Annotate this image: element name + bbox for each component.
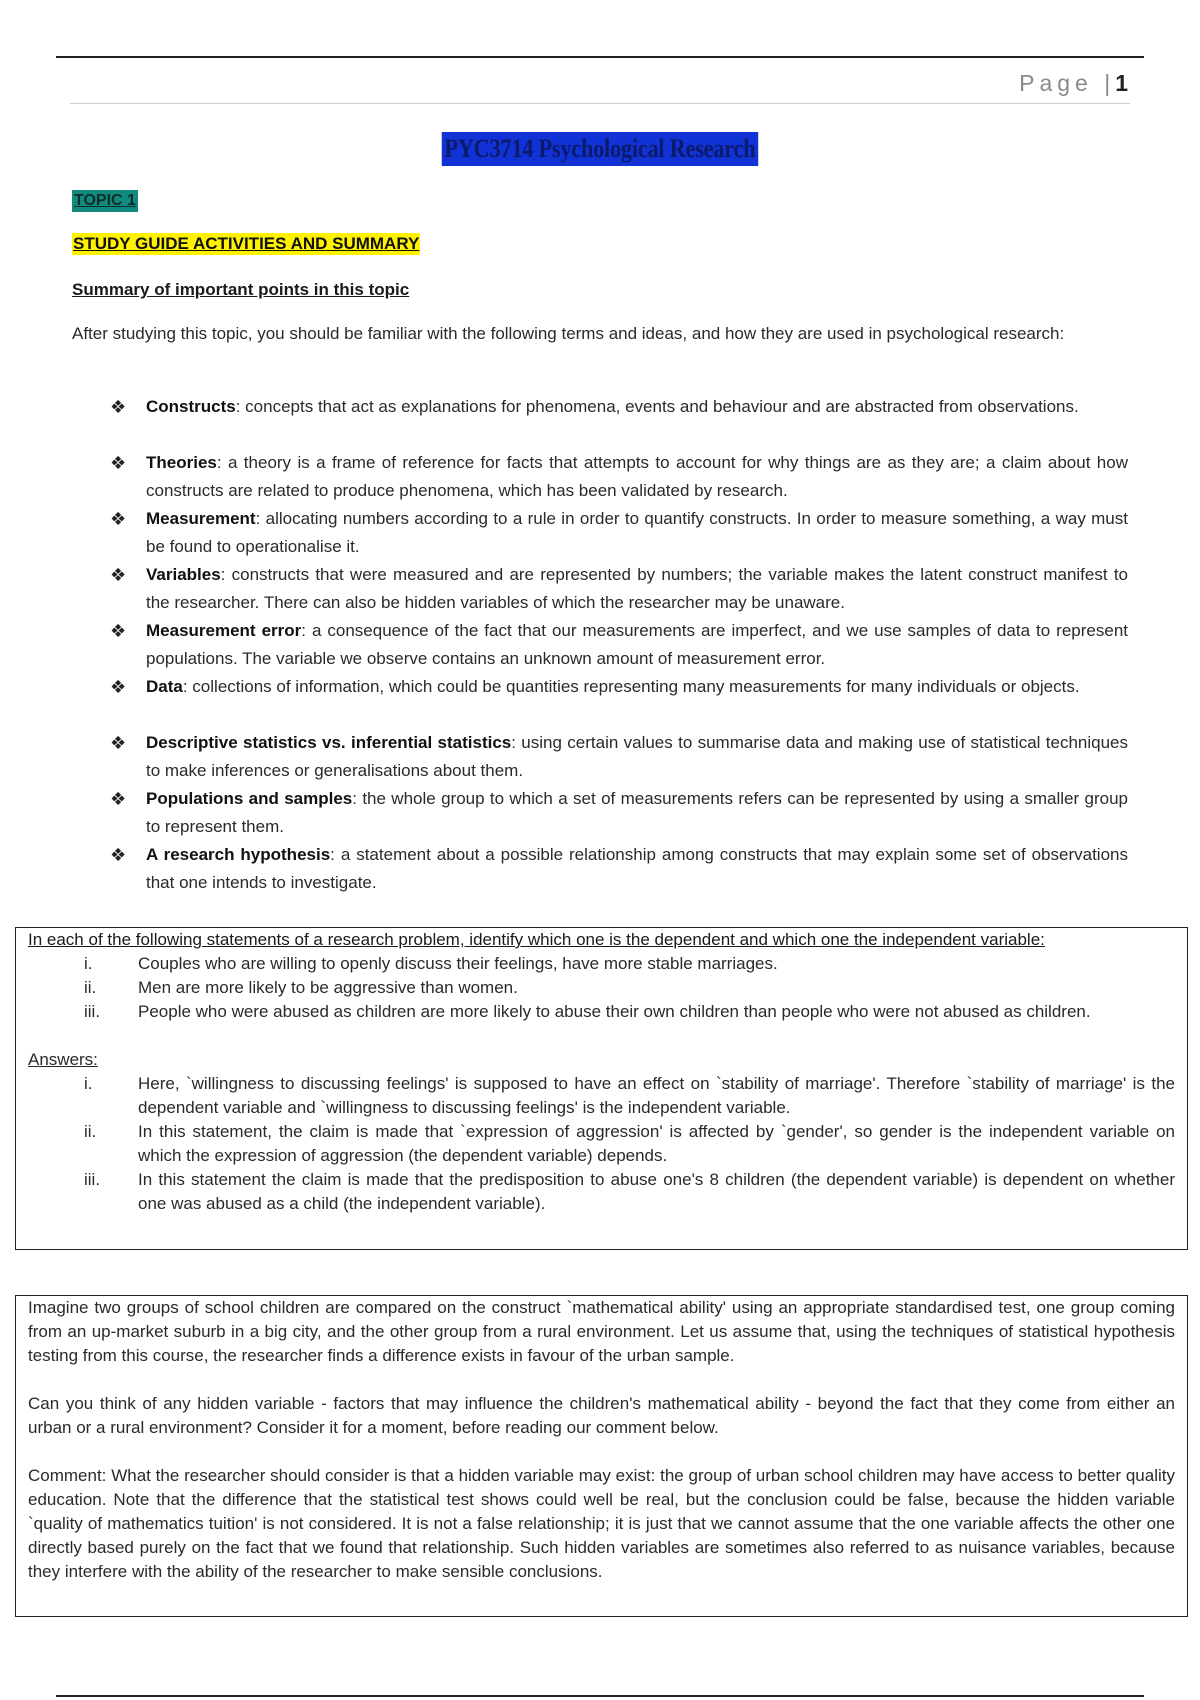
statement-item [28, 976, 1175, 1000]
bullet-text: : constructs that were measured and are represented by numbers; the variable makes the latent construct manifest to the researcher. There can also be hidden variables of which the researcher may be unaware. [146, 565, 1128, 612]
item-text: People who were abused as children are more likely to abuse their own children than people who were not abused as children. [138, 1002, 1091, 1021]
footer-rule [56, 1695, 1144, 1697]
bullet-term: Descriptive statistics vs. inferential statistics [146, 733, 512, 752]
item-text: Men are more likely to be aggressive than women. [138, 978, 518, 997]
item-number: ii. [84, 978, 97, 997]
diamond-bullet-icon: ❖ [110, 733, 127, 753]
diamond-bullet-icon: ❖ [110, 677, 127, 697]
summary-heading: Summary of important points in this topic [72, 280, 410, 299]
diamond-bullet-icon: ❖ [110, 789, 127, 809]
bullet-item [108, 505, 1128, 561]
item-number: iii. [84, 1002, 101, 1021]
item-number: i. [84, 1074, 93, 1093]
bullet-term: A research hypothesis [146, 845, 331, 864]
item-number: iii. [84, 1170, 101, 1189]
bullet-item [108, 729, 1128, 785]
bullet-item [108, 393, 1128, 449]
bullet-term: Theories [146, 453, 217, 472]
paragraph-gap [28, 1368, 1175, 1392]
diamond-bullet-icon: ❖ [110, 397, 127, 417]
diamond-bullet-icon: ❖ [110, 621, 127, 641]
bullet-text: : a consequence of the fact that our measurements are imperfect, and we use samples of data to represent populations. The variable we observe contains an unknown amount of measurement error. [146, 621, 1128, 668]
page-title: PYC3714 Psychological Research [442, 132, 758, 166]
statement-item [28, 1000, 1175, 1024]
bullet-term: Variables [146, 565, 221, 584]
bullet-text: : a theory is a frame of reference for facts that attempts to account for why things are as they are; a claim about how constructs are related to produce phenomena, which has been validated by research. [146, 453, 1128, 500]
statement-item [28, 952, 1175, 976]
item-text: Here, `willingness to discussing feelings' is supposed to have an effect on `stability of marriage'. Therefore `stability of marriage' is the dependent variable and `willingness to discussing feelings' is the independent variable. [138, 1074, 1175, 1117]
bullet-text: : concepts that act as explanations for phenomena, events and behaviour and are abstracted from observations. [235, 397, 1079, 416]
box-question: In each of the following statements of a research problem, identify which one is the dependent and which one the independent variable: [28, 930, 1045, 949]
bullet-term: Measurement error [146, 621, 302, 640]
study-guide-heading: STUDY GUIDE ACTIVITIES AND SUMMARY [73, 234, 420, 253]
bullet-text: : allocating numbers according to a rule in order to quantify constructs. In order to measure something, a way must be found to operationalise it. [146, 509, 1128, 556]
box-paragraph-3: Comment: What the researcher should consider is that a hidden variable may exist: the group of urban school children may have access to better quality education. Note that the difference that the statistical test shows could well be real, but the conclusion could be false, because the hidden variable `quality of mathematics tuition' is not considered. It is not a false relationship; it is just that we cannot assume that the one variable affects the other one directly based purely on the fact that we found that relationship. Such hidden variables are sometimes also referred to as nuisance variables, because they interfere with the ability of the researcher to make sensible conclusions. [28, 1466, 1175, 1581]
diamond-bullet-icon: ❖ [110, 565, 127, 585]
bullet-list [108, 393, 1128, 897]
bullet-item [108, 673, 1128, 729]
bullet-text: : collections of information, which could be quantities representing many measurements for many individuals or objects. [182, 677, 1080, 696]
title-wrap [0, 132, 1200, 166]
answer-item [28, 1072, 1175, 1120]
page-label: Page | [1019, 70, 1116, 96]
page-number-value: 1 [1115, 70, 1128, 96]
diamond-bullet-icon: ❖ [110, 509, 127, 529]
item-text: In this statement, the claim is made that `expression of aggression' is affected by `gender', so gender is the independent variable on which the expression of aggression (the dependent variable) depends. [138, 1122, 1175, 1165]
page-number [1019, 70, 1128, 97]
bullet-term: Populations and samples [146, 789, 353, 808]
answers-heading: Answers: [28, 1050, 98, 1069]
topic-label: TOPIC 1 [72, 190, 138, 212]
item-number: ii. [84, 1122, 97, 1141]
diamond-bullet-icon: ❖ [110, 453, 127, 473]
item-number: i. [84, 954, 93, 973]
header-rule [56, 56, 1144, 58]
bullet-item [108, 785, 1128, 841]
diamond-bullet-icon: ❖ [110, 845, 127, 865]
bullet-item [108, 841, 1128, 897]
answer-item [28, 1168, 1175, 1216]
bullet-term: Constructs [146, 397, 236, 416]
item-text: Couples who are willing to openly discuss their feelings, have more stable marriages. [138, 954, 778, 973]
hidden-variable-box [15, 1295, 1188, 1617]
answer-item [28, 1120, 1175, 1168]
box-paragraph-2: Can you think of any hidden variable - factors that may influence the children's mathematical ability - beyond the fact that they come from either an urban or a rural environment? Consider it for a moment, before reading our comment below. [28, 1394, 1175, 1437]
bullet-term: Measurement [146, 509, 256, 528]
paragraph-gap [28, 1440, 1175, 1464]
box-paragraph-1: Imagine two groups of school children are compared on the construct `mathematical ability' using an appropriate standardised test, one group coming from an up-market suburb in a big city, and the other group from a rural environment. Let us assume that, using the techniques of statistical hypothesis testing from this course, the researcher finds a difference exists in favour of the urban sample. [28, 1298, 1175, 1365]
bullet-text: : a statement about a possible relationship among constructs that may explain some set of observations that one intends to investigate. [146, 845, 1128, 892]
item-text: In this statement the claim is made that the predisposition to abuse one's 8 children (the dependent variable) is dependent on whether one was abused as a child (the independent variable). [138, 1170, 1175, 1213]
bullet-term: Data [146, 677, 183, 696]
bullet-text: : the whole group to which a set of measurements refers can be represented by using a smaller group to represent them. [146, 789, 1128, 836]
bullet-item [108, 617, 1128, 673]
bullet-item [108, 561, 1128, 617]
bullet-text: : using certain values to summarise data and making use of statistical techniques to make inferences or generalisations about them. [146, 733, 1128, 780]
research-problem-box [15, 927, 1188, 1250]
header-divider [70, 103, 1130, 104]
bullet-item [108, 449, 1128, 505]
intro-paragraph: After studying this topic, you should be familiar with the following terms and ideas, and how they are used in psychological research: [72, 324, 1065, 343]
